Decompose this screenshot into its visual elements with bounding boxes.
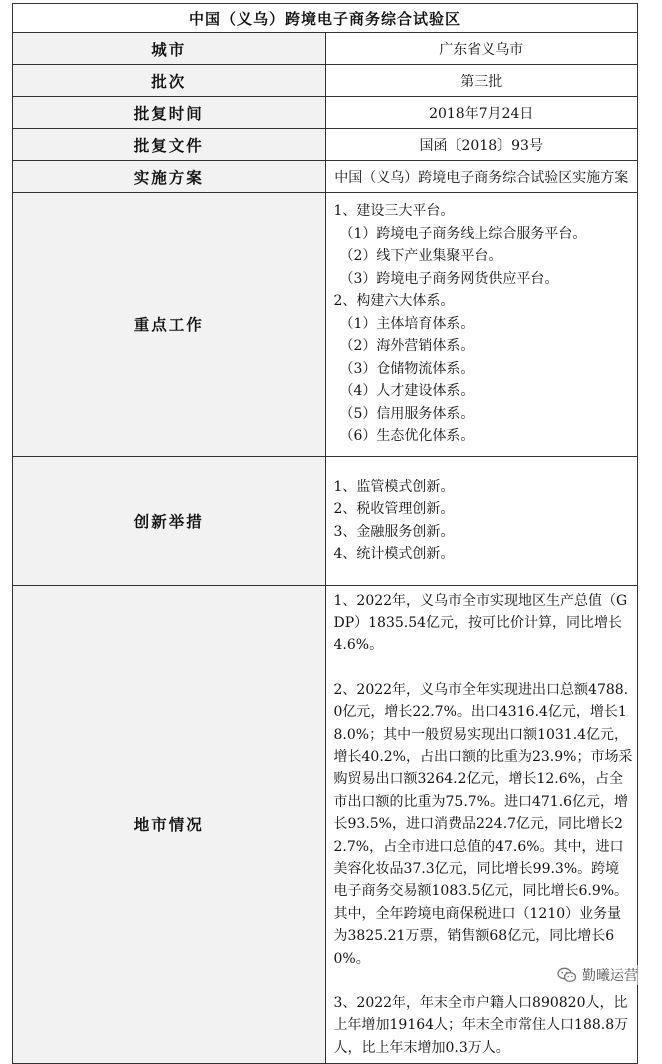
row-plan [13,161,638,193]
value-city: 广东省义乌市 [325,33,638,65]
value-approval-doc: 国函〔2018〕93号 [325,129,638,161]
table-title: 中国（义乌）跨境电子商务综合试验区 [13,4,638,33]
value-plan: 中国（义乌）跨境电子商务综合试验区实施方案 [325,161,638,193]
label-approval-doc: 批复文件 [13,129,326,161]
label-plan: 实施方案 [13,161,326,193]
watermark-text: 勤曦运营 [582,968,638,984]
row-batch [13,65,638,97]
label-city: 城市 [13,33,326,65]
key-work-line: （1）跨境电子商务线上综合服务平台。 [339,225,587,242]
row-innovation [13,456,638,585]
row-approval-doc [13,129,638,161]
row-city [13,33,638,65]
row-key-work [13,193,638,457]
wechat-icon [557,967,577,983]
key-work-content [325,193,638,457]
key-work-line: （2）海外营销体系。 [339,338,475,354]
innovation-content [325,456,638,585]
key-work-line: （3）跨境电子商务网货供应平台。 [339,270,559,287]
label-local: 地市情况 [13,585,326,1064]
label-innovation: 创新举措 [13,456,326,585]
label-approval-time: 批复时间 [13,97,326,129]
key-work-line: （5）信用服务体系。 [339,405,475,422]
key-work-line: 2、构建六大体系。 [333,293,455,309]
innovation-line: 4、统计模式创新。 [333,546,455,562]
key-work-line: （4）人才建设体系。 [339,383,475,399]
label-key-work: 重点工作 [13,193,326,457]
value-approval-time: 2018年7月24日 [325,97,638,129]
watermark [557,965,638,985]
key-work-line: （2）线下产业集聚平台。 [339,248,503,264]
local-paragraph: 2、2022年，义乌市全年实现进出口总额4788.0亿元，增长22.7%。出口4316.4亿元，增长18.0%；其中一般贸易实现出口额1031.4亿元，增长40.2%，占出口额的比重为23.9%；市场采购贸易出口额3264.2亿元，增长12.6%，占全市出口额的比重为75.7%。进口471.6亿元，增长93.5%，进口消费品224.7亿元，同比增长22.7%，占全市进口总值的47.6%。其中，进口美容化妆品37.3亿元，同比增长99.3%。跨境电子商务交易额1083.5亿元，同比增长6.9%。其中，全年跨境电商保税进口（1210）业务量为3825.21万票，销售额68亿元，同比增长60%。 [333,681,633,967]
value-batch: 第三批 [325,65,638,97]
key-work-line: （3）仓储物流体系。 [339,360,475,377]
local-paragraph: 1、2022年，义乌市全市实现地区生产总值（GDP）1835.54亿元，按可比价计算，同比增长4.6%。 [333,592,628,654]
innovation-line: 1、监管模式创新。 [333,478,455,495]
info-table [12,3,638,1064]
innovation-line: 2、税收管理创新。 [333,501,455,517]
key-work-line: 1、建设三大平台。 [333,203,455,219]
local-paragraph: 3、2022年，年末全市户籍人口890820人，比上年增加19164人；年末全市常住人口188.8万人，比上年末增加0.3万人。 [333,995,629,1056]
row-approval-time [13,97,638,129]
label-batch: 批次 [13,65,326,97]
key-work-line: （1）主体培育体系。 [339,315,475,332]
key-work-line: （6）生态优化体系。 [339,428,475,444]
row-local [13,585,638,1064]
local-content [325,585,638,1064]
innovation-line: 3、金融服务创新。 [333,523,455,540]
